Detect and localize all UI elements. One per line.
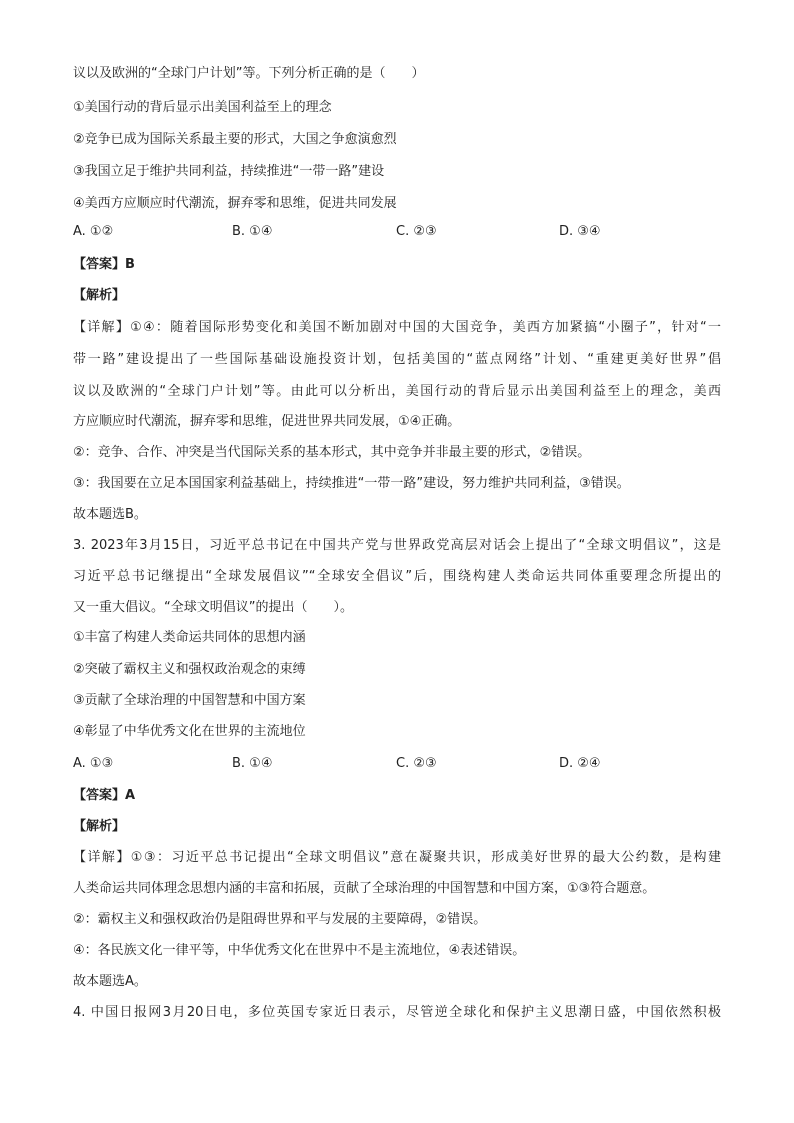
q3-option-a: A. ①③ xyxy=(73,756,114,771)
q2-option-b: B. ①④ xyxy=(232,224,273,239)
q2-detail-line-4: 方应顺应时代潮流，摒弃零和思维，促进世界共同发展，①④正确。 xyxy=(73,414,461,429)
q3-stem-line-1: 3. 2023年3月15日，习近平总书记在中国共产党与世界政党高层对话会上提出了“全球文明倡议”，这是 xyxy=(73,538,721,553)
q2-item-4: ④美西方应顺应时代潮流，摒弃零和思维，促进共同发展 xyxy=(73,196,397,211)
q2-stem-tail: 议以及欧洲的“全球门户计划”等。下列分析正确的是（ ） xyxy=(73,66,425,81)
q3-item-4: ④彰显了中华优秀文化在世界的主流地位 xyxy=(73,724,306,739)
q2-answer: 【答案】B xyxy=(73,257,135,272)
q2-item-1: ①美国行动的背后显示出美国利益至上的理念 xyxy=(73,100,332,115)
q2-item-2: ②竞争已成为国际关系最主要的形式，大国之争愈演愈烈 xyxy=(73,132,397,147)
q3-detail-line-1: 【详解】①③：习近平总书记提出“全球文明倡议”意在凝聚共识，形成美好世界的最大公约数，是构建 xyxy=(73,850,721,865)
q2-detail-line-1: 【详解】①④：随着国际形势变化和美国不断加剧对中国的大国竞争，美西方加紧搞“小圈子”，针对“一 xyxy=(73,320,721,335)
q4-stem-line-1: 4. 中国日报网3月20日电，多位英国专家近日表示，尽管逆全球化和保护主义思潮日盛，中国依然积极 xyxy=(73,1005,721,1020)
q2-conclusion: 故本题选B。 xyxy=(73,507,147,522)
q2-detail-line-3: 议以及欧洲的“全球门户计划”等。由此可以分析出，美国行动的背后显示出美国利益至上的理念，美西 xyxy=(73,384,721,399)
q3-stem-line-3: 又一重大倡议。“全球文明倡议”的提出（ ）。 xyxy=(73,600,353,615)
q3-detail-line-4: ④：各民族文化一律平等，中华优秀文化在世界中不是主流地位，④表述错误。 xyxy=(73,943,526,958)
q3-answer: 【答案】A xyxy=(73,788,136,803)
q3-stem-line-2: 习近平总书记继提出“全球发展倡议”“全球安全倡议”后，围绕构建人类命运共同体重要理念所提出的 xyxy=(73,569,721,584)
q3-item-1: ①丰富了构建人类命运共同体的思想内涵 xyxy=(73,630,306,645)
q3-option-b: B. ①④ xyxy=(232,756,273,771)
q3-analysis-label: 【解析】 xyxy=(73,819,126,834)
q2-detail-line-5: ②：竞争、合作、冲突是当代国际关系的基本形式，其中竞争并非最主要的形式，②错误。 xyxy=(73,445,591,460)
q3-detail-line-3: ②：霸权主义和强权政治仍是阻碍世界和平与发展的主要障碍，②错误。 xyxy=(73,912,487,927)
q2-option-d: D. ③④ xyxy=(559,224,601,239)
q3-option-c: C. ②③ xyxy=(396,756,437,771)
q3-conclusion: 故本题选A。 xyxy=(73,974,147,989)
q2-option-c: C. ②③ xyxy=(396,224,437,239)
q3-item-3: ③贡献了全球治理的中国智慧和中国方案 xyxy=(73,693,306,708)
q2-option-a: A. ①② xyxy=(73,224,114,239)
q2-detail-line-6: ③：我国要在立足本国国家利益基础上，持续推进“一带一路”建设，努力维护共同利益，③错误。 xyxy=(73,476,630,491)
q3-option-d: D. ②④ xyxy=(559,756,601,771)
q2-detail-line-2: 带一路”建设提出了一些国际基础设施投资计划，包括美国的“蓝点网络”计划、“重建更美好世界”倡 xyxy=(73,352,721,367)
q2-analysis-label: 【解析】 xyxy=(73,288,126,303)
q3-item-2: ②突破了霸权主义和强权政治观念的束缚 xyxy=(73,662,306,677)
q2-item-3: ③我国立足于维护共同利益，持续推进“一带一路”建设 xyxy=(73,164,385,179)
q3-detail-line-2: 人类命运共同体理念思想内涵的丰富和拓展，贡献了全球治理的中国智慧和中国方案，①③符合题意。 xyxy=(73,881,656,896)
